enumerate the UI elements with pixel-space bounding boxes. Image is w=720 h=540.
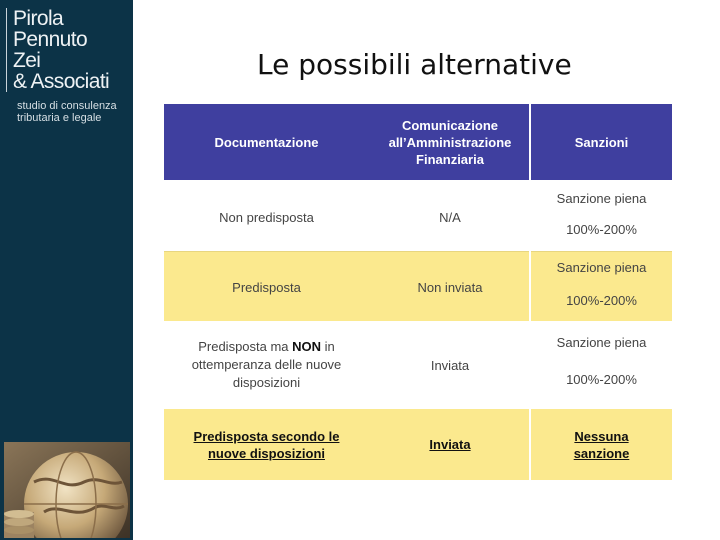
firm-logo xyxy=(6,8,130,92)
documentazione-line: nuove disposizioni xyxy=(207,445,325,461)
cell-sanzione xyxy=(531,183,672,251)
row-divider xyxy=(164,407,672,409)
sanzione-range: 100%-200% xyxy=(566,293,637,308)
cell-sanzione xyxy=(531,409,672,480)
globe-icon xyxy=(4,442,130,538)
documentazione-line: ottemperanza delle nuove xyxy=(191,357,342,372)
cell-sanzione xyxy=(531,321,672,409)
header-comunicazione-line: Finanziaria xyxy=(416,151,484,167)
header-comunicazione-line: all’Amministrazione xyxy=(388,134,512,150)
sanzione-range: 100%-200% xyxy=(566,372,637,387)
documentazione-line: Predisposta secondo le xyxy=(193,428,340,444)
brand-sidebar xyxy=(0,0,133,540)
cell-documentazione xyxy=(164,321,369,409)
table-row xyxy=(164,321,672,409)
table-header-row xyxy=(164,104,672,183)
documentazione-emphasis: NON xyxy=(292,339,322,354)
header-comunicazione xyxy=(369,104,531,180)
logo-line: Pennuto xyxy=(13,28,88,51)
table-row xyxy=(164,183,672,251)
cell-documentazione xyxy=(164,409,369,480)
sanzione-line: Nessuna xyxy=(574,428,629,444)
documentazione-line xyxy=(198,338,335,356)
sanzione-label: Sanzione piena xyxy=(556,335,647,350)
sanzione-label: Sanzione piena xyxy=(556,191,647,206)
cell-comunicazione: Non inviata xyxy=(417,279,483,295)
cell-sanzione xyxy=(531,252,672,322)
logo-line: Pirola xyxy=(13,7,64,30)
header-comunicazione-line: Comunicazione xyxy=(401,117,499,133)
cell-documentazione: Non predisposta xyxy=(219,209,314,225)
sanzione-range: 100%-200% xyxy=(566,222,637,237)
logo-line: Zei xyxy=(13,49,41,72)
header-sanzioni: Sanzioni xyxy=(574,134,629,150)
table-row xyxy=(164,251,672,322)
sanzione-label: Sanzione piena xyxy=(556,260,647,275)
globe-image xyxy=(4,442,130,538)
column-divider xyxy=(529,104,531,480)
slide-title: Le possibili alternative xyxy=(257,48,572,81)
alternatives-table xyxy=(164,104,672,480)
header-documentazione: Documentazione xyxy=(214,134,319,150)
sanzione-line: sanzione xyxy=(573,445,630,461)
documentazione-text: in xyxy=(321,339,335,354)
table-row-recommended xyxy=(164,409,672,480)
cell-documentazione: Predisposta xyxy=(232,279,301,295)
cell-comunicazione: Inviata xyxy=(430,357,470,373)
logo-line: & Associati xyxy=(13,70,110,93)
tagline-line: tributaria e legale xyxy=(17,112,102,124)
tagline-line: studio di consulenza xyxy=(17,100,117,112)
documentazione-text: Predisposta ma xyxy=(198,339,293,354)
cell-comunicazione: Inviata xyxy=(429,437,471,452)
firm-tagline xyxy=(17,100,133,124)
documentazione-line: disposizioni xyxy=(232,375,301,390)
cell-comunicazione: N/A xyxy=(439,209,461,225)
